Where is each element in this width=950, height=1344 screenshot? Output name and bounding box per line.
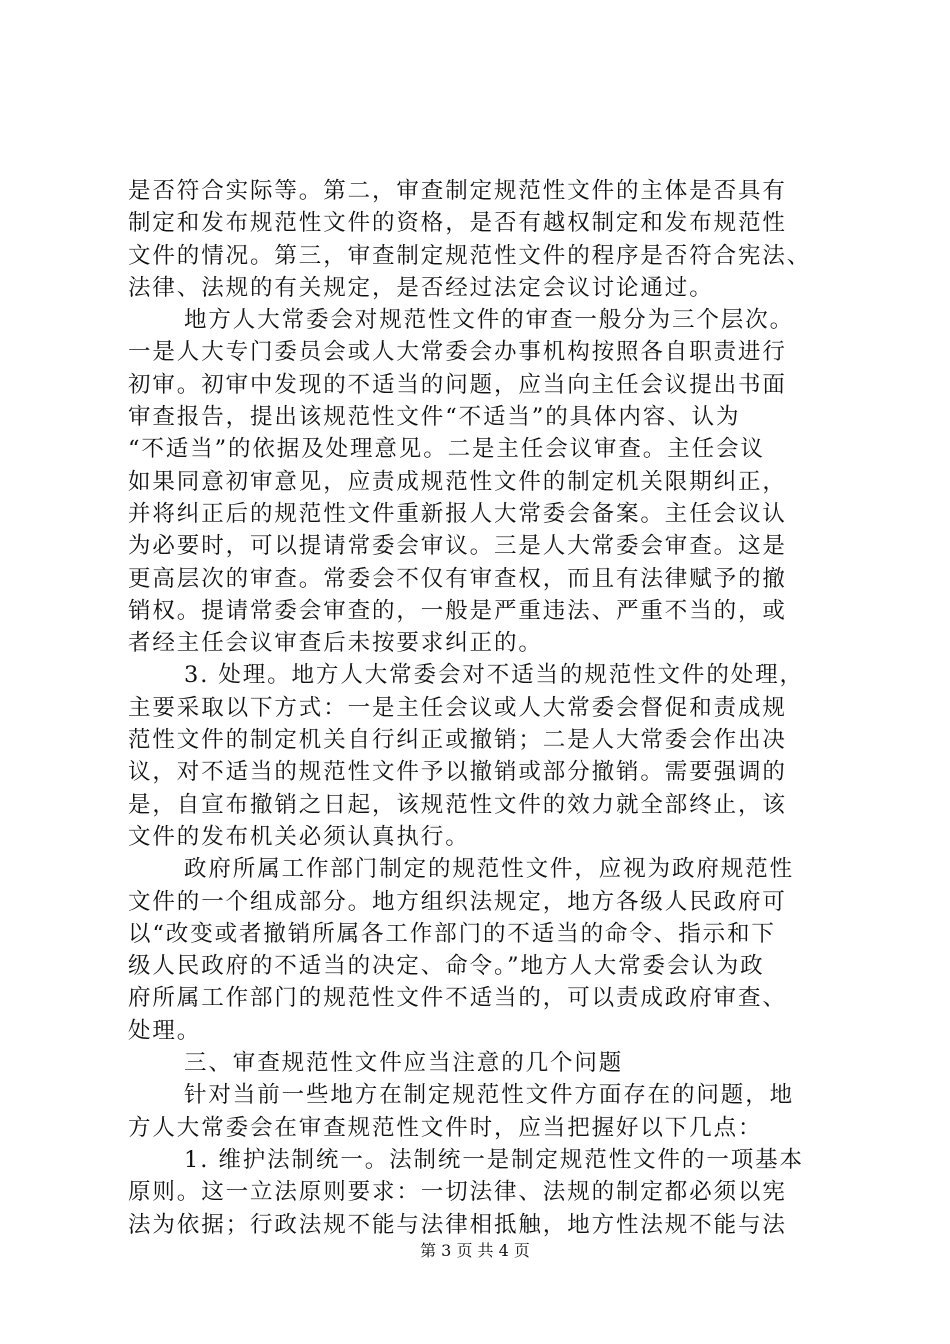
- text-line: 者经主任会议审查后未按要求纠正的。: [128, 630, 543, 657]
- section-heading: 三、审查规范性文件应当注意的几个问题: [184, 1050, 624, 1077]
- text-line: 为必要时，可以提请常委会审议。三是人大常委会审查。这是: [128, 533, 787, 560]
- text-line: 并将纠正后的规范性文件重新报人大常委会备案。主任会议认: [128, 500, 787, 527]
- text-line: 主要采取以下方式：一是主任会议或人大常委会督促和责成规: [128, 694, 787, 721]
- paragraph-start-line: 政府所属工作部门制定的规范性文件，应视为政府规范性: [184, 856, 795, 883]
- text-line: 更高层次的审查。常委会不仅有审查权，而且有法律赋予的撤: [128, 565, 787, 592]
- paragraph-start-line: 地方人大常委会对规范性文件的审查一般分为三个层次。: [184, 307, 795, 334]
- paragraph-start-line: 3. 处理。地方人大常委会对不适当的规范性文件的处理，: [184, 662, 804, 689]
- text-line: 法律、法规的有关规定，是否经过法定会议讨论通过。: [128, 274, 714, 301]
- text-line: 一是人大专门委员会或人大常委会办事机构按照各自职责进行: [128, 339, 787, 366]
- text-line: 文件的一个组成部分。地方组织法规定，地方各级人民政府可: [128, 888, 787, 915]
- text-line: 法为依据；行政法规不能与法律相抵触，地方性法规不能与法: [128, 1211, 787, 1238]
- text-line: “不适当”的依据及处理意见。二是主任会议审查。主任会议: [128, 436, 765, 463]
- paragraph-start-line: 针对当前一些地方在制定规范性文件方面存在的问题，地: [184, 1082, 795, 1109]
- text-line: 如果同意初审意见，应责成规范性文件的制定机关限期纠正，: [128, 468, 787, 495]
- page-footer: [0, 1241, 950, 1261]
- text-line: 是，自宣布撤销之日起，该规范性文件的效力就全部终止，该: [128, 791, 787, 818]
- page-number: 第 3 页 共 4 页: [420, 1241, 530, 1260]
- text-line: 文件的发布机关必须认真执行。: [128, 823, 470, 850]
- paragraph-start-line: 1. 维护法制统一。法制统一是制定规范性文件的一项基本: [184, 1146, 804, 1173]
- text-line: 方人大常委会在审查规范性文件时，应当把握好以下几点：: [128, 1114, 763, 1141]
- text-line: 议，对不适当的规范性文件予以撤销或部分撤销。需要强调的: [128, 759, 787, 786]
- text-line: 销权。提请常委会审查的，一般是严重违法、严重不当的，或: [128, 597, 787, 624]
- text-line: 级人民政府的不适当的决定、命令。”地方人大常委会认为政: [128, 953, 765, 980]
- text-line: 原则。这一立法原则要求：一切法律、法规的制定都必须以宪: [128, 1179, 787, 1206]
- body-text: [128, 175, 848, 1241]
- text-line: 初审。初审中发现的不适当的问题，应当向主任会议提出书面: [128, 371, 787, 398]
- text-line: 范性文件的制定机关自行纠正或撤销；二是人大常委会作出决: [128, 727, 787, 754]
- text-line: 府所属工作部门的规范性文件不适当的，可以责成政府审查、: [128, 985, 787, 1012]
- text-line: 以“改变或者撤销所属各工作部门的不适当的命令、指示和下: [128, 920, 776, 947]
- text-line: 制定和发布规范性文件的资格，是否有越权制定和发布规范性: [128, 210, 787, 237]
- text-line: 是否符合实际等。第二，审查制定规范性文件的主体是否具有: [128, 178, 787, 204]
- text-line: 审查报告，提出该规范性文件“不适当”的具体内容、认为: [128, 404, 741, 431]
- text-line: 文件的情况。第三，审查制定规范性文件的程序是否符合宪法、: [128, 242, 812, 269]
- text-line: 处理。: [128, 1017, 202, 1044]
